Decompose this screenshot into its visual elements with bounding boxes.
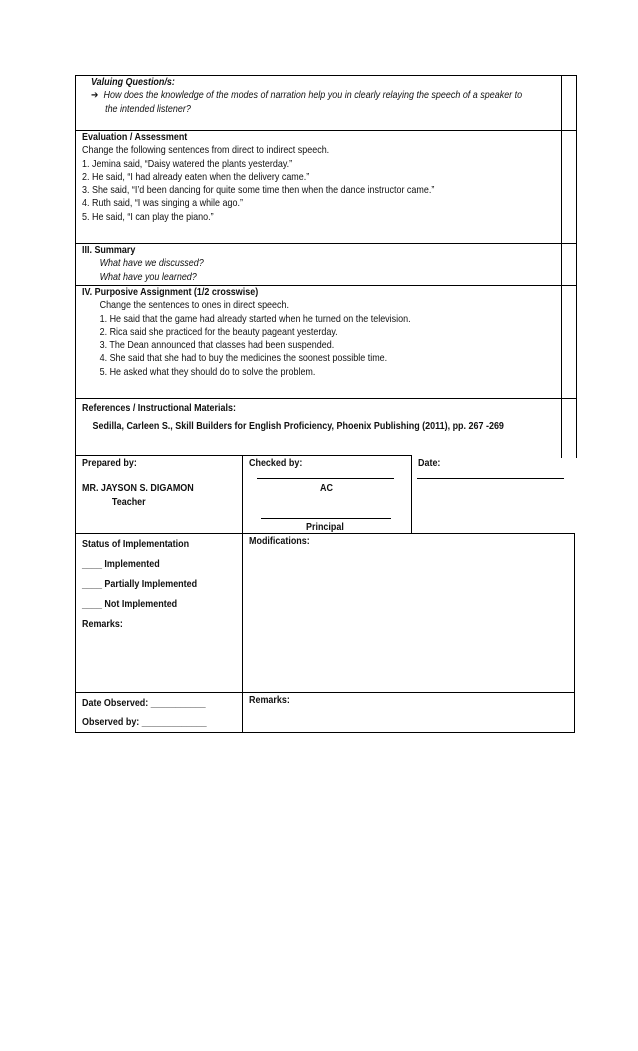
assignment-instruction: Change the sentences to ones in direct speech. [99, 300, 289, 312]
status-label: Status of Implementation [82, 539, 190, 550]
checked-name: AC [320, 483, 333, 494]
assignment-item: 1. He said that the game had already started when he turned on the television. [99, 313, 411, 325]
date-line [417, 478, 564, 479]
assignment-item: 3. The Dean announced that classes had been suspended. [99, 340, 335, 352]
summary-heading: III. Summary [82, 245, 136, 256]
summary-section [76, 244, 576, 286]
assignment-item: 4. She said that she had to buy the medicines the soonest possible time. [99, 353, 388, 365]
remarks-label: Remarks: [82, 619, 123, 630]
evaluation-heading: Evaluation / Assessment [82, 132, 188, 143]
valuing-question-cont: the intended listener? [105, 103, 191, 115]
remarks2-label: Remarks: [249, 695, 290, 706]
prepared-name: MR. JAYSON S. DIGAMON [82, 483, 194, 495]
status-option-not: ____ Not Implemented [82, 599, 178, 610]
status-option-implemented: ____ Implemented [82, 559, 160, 570]
signature-line [261, 518, 391, 519]
remarks2-cell [243, 693, 575, 733]
prepared-cell [76, 456, 243, 534]
arrow-icon: ➔ [91, 90, 99, 102]
summary-question: What have we discussed? [99, 258, 204, 270]
summary-question: What have you learned? [99, 271, 197, 283]
evaluation-item: 2. He said, “I had already eaten when the delivery came.” [82, 171, 310, 183]
references-section [76, 399, 576, 458]
evaluation-item: 3. She said, “I’d been dancing for quite some time then when the dance instructor came.” [82, 185, 435, 197]
checked-title: Principal [306, 522, 344, 533]
valuing-question: How does the knowledge of the modes of narration help you in clearly relaying the speech of a speaker to [103, 90, 523, 102]
assignment-item: 5. He asked what they should do to solve the problem. [99, 366, 316, 378]
observation-cell [76, 693, 243, 733]
references-heading: References / Instructional Materials: [82, 403, 236, 414]
date-cell [412, 456, 575, 534]
assignment-item: 2. Rica said she practiced for the beauty pageant yesterday. [99, 326, 338, 338]
observed-by-label: Observed by: _____________ [82, 717, 207, 728]
prepared-label: Prepared by: [82, 458, 137, 469]
evaluation-item: 4. Ruth said, “I was singing a while ago.” [82, 198, 243, 210]
signature-table [75, 455, 575, 733]
checked-label: Checked by: [249, 458, 303, 469]
date-label: Date: [418, 457, 441, 469]
references-citation: Sedilla, Carleen S., Skill Builders for English Proficiency, Phoenix Publishing (2011), pp. 267 -269 [92, 421, 504, 433]
evaluation-item: 5. He said, “I can play the piano.” [82, 211, 214, 223]
checked-cell [243, 456, 412, 534]
date-observed-label: Date Observed: ___________ [82, 698, 206, 709]
status-cell [76, 534, 243, 693]
prepared-title: Teacher [111, 496, 146, 508]
modifications-cell [243, 534, 575, 693]
assignment-section [76, 286, 576, 399]
evaluation-section [76, 131, 576, 244]
valuing-heading: Valuing Question/s: [91, 77, 175, 88]
lesson-plan-table [75, 75, 577, 458]
modifications-label: Modifications: [249, 536, 310, 547]
evaluation-instruction: Change the following sentences from direct to indirect speech. [82, 145, 330, 157]
signature-line [257, 478, 394, 479]
valuing-section [76, 76, 576, 131]
evaluation-item: 1. Jemina said, “Daisy watered the plants yesterday.” [82, 158, 293, 170]
assignment-heading: IV. Purposive Assignment (1/2 crosswise) [82, 287, 259, 298]
status-option-partial: ____ Partially Implemented [82, 579, 198, 590]
